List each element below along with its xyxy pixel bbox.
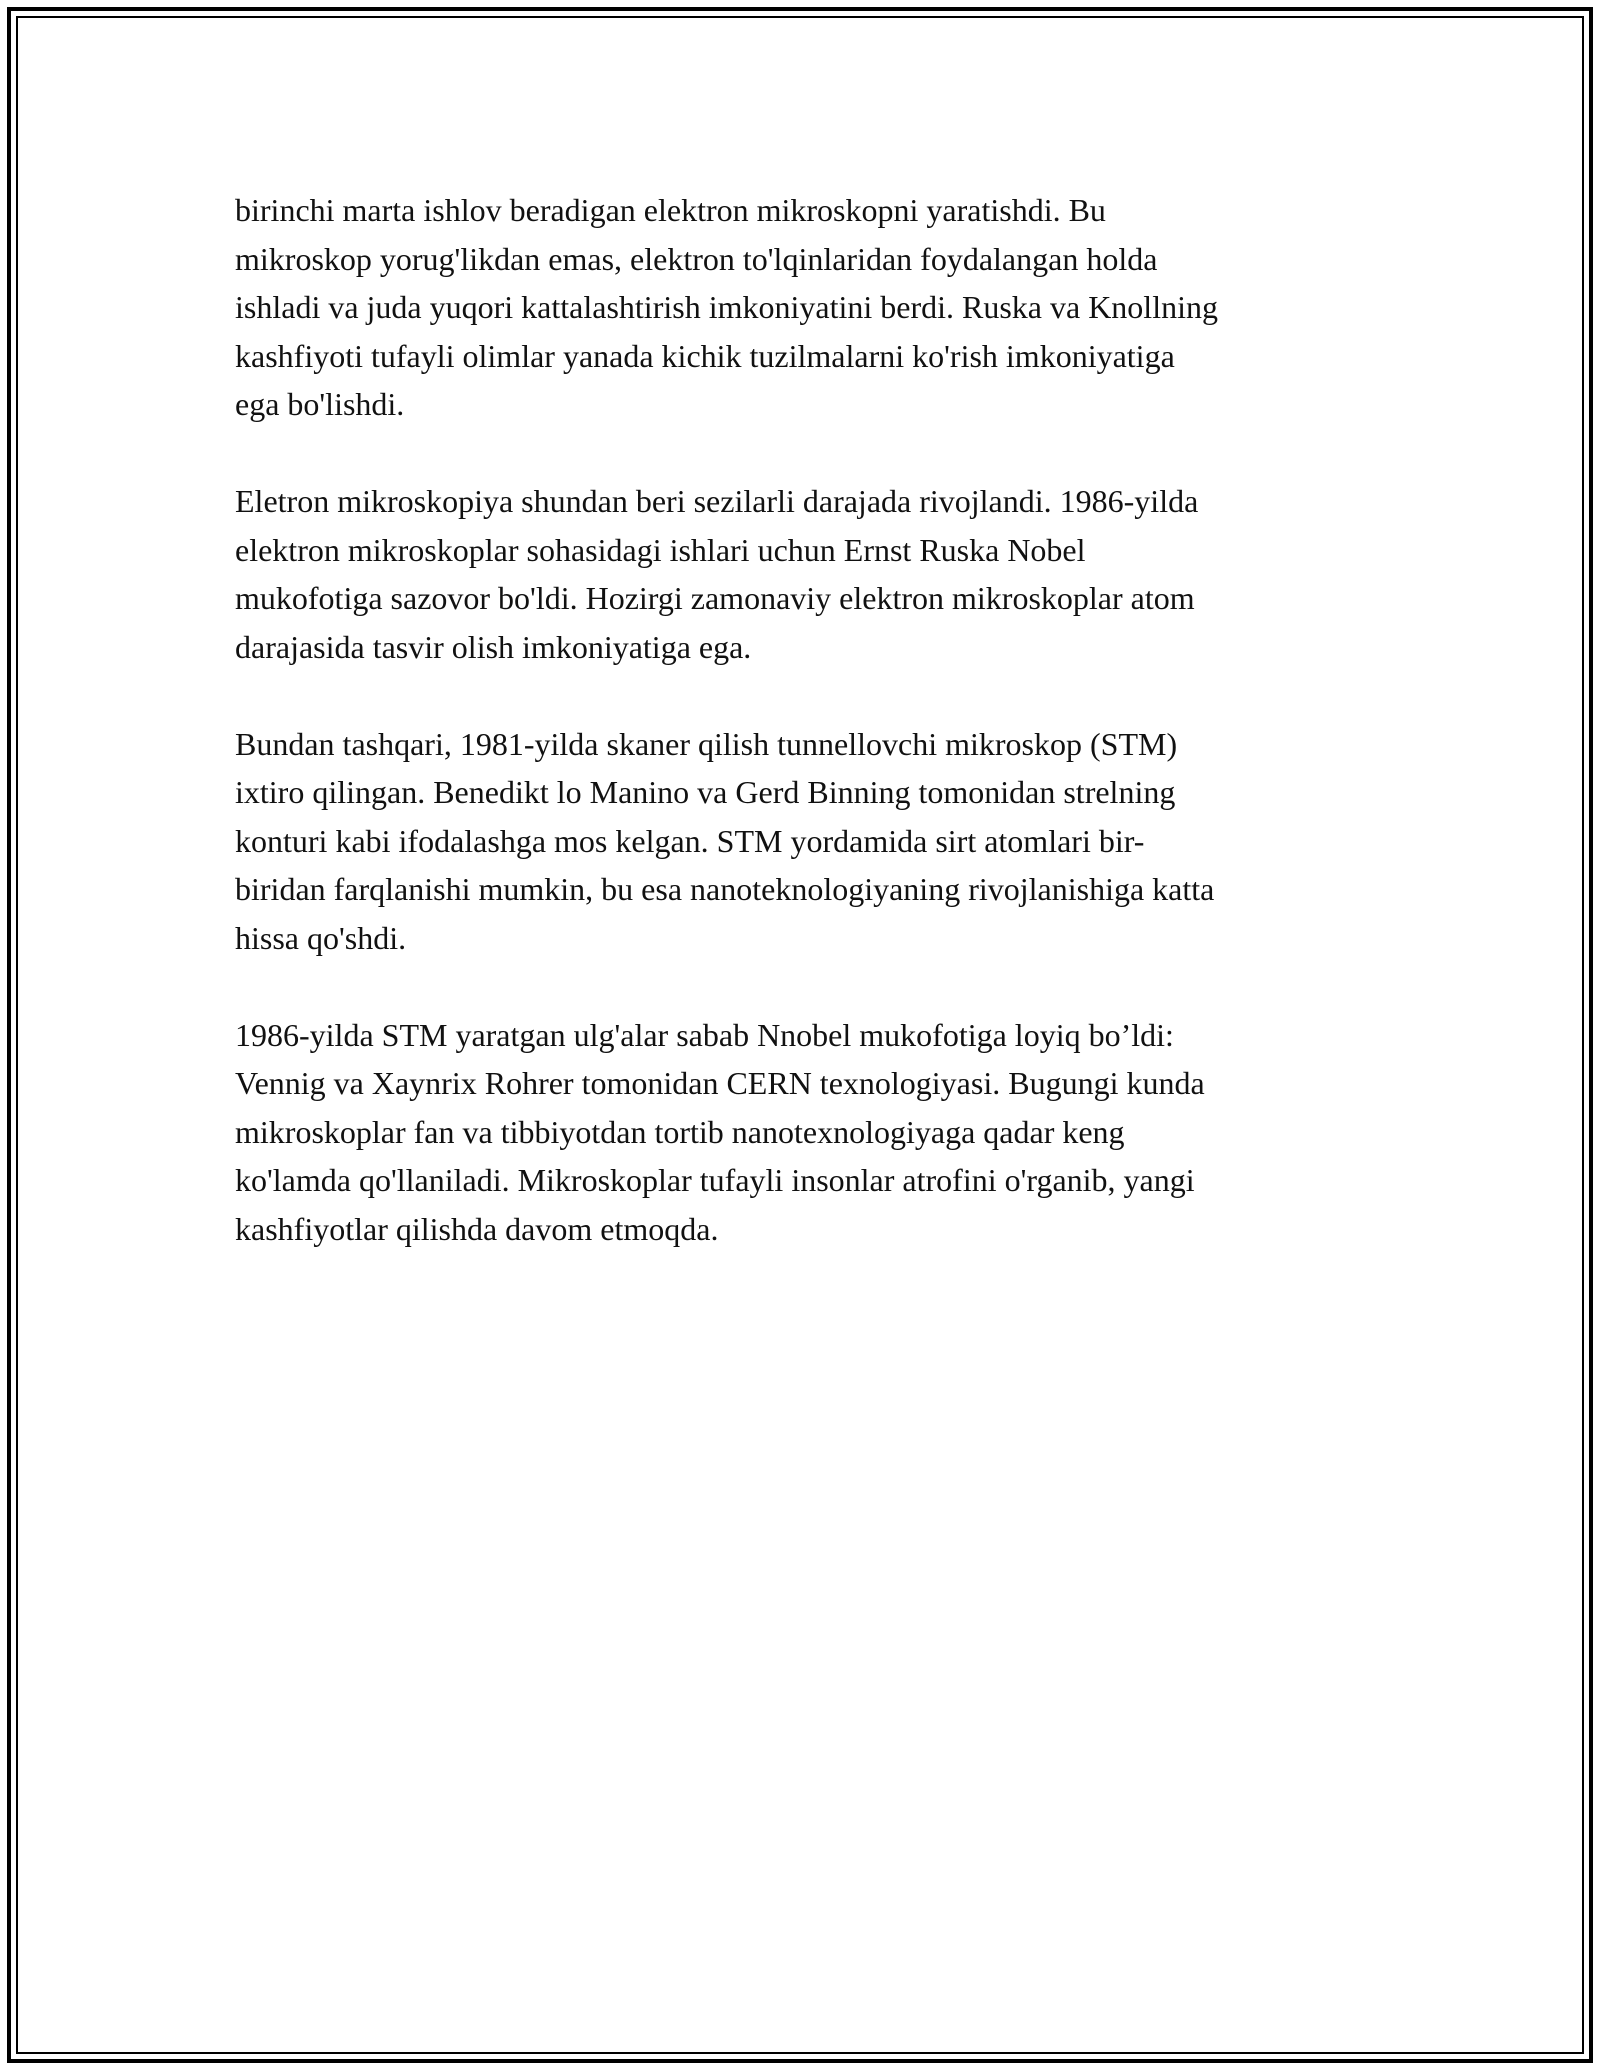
paragraph-4: 1986-yilda STM yaratgan ulg'alar sabab Nnobel mukofotiga loyiq bo’ldi: Vennig va Xaynrix Rohrer tomonidan CERN texnologiyasi. Bugungi kunda mikroskoplar fan va tibbiyotdan tortib nanotexnologiyaga qadar keng ko'lamda qo'llaniladi. Mikroskoplar tufayli insonlar atrofini o'rganib, yangi kashfiyotlar qilishda davom etmoqda. bbox=[235, 1016, 1205, 1247]
paragraph-2: Eletron mikroskopiya shundan beri sezilarli darajada rivojlandi. 1986-yilda elektron mikroskoplar sohasidagi ishlari uchun Ernst Ruska Nobel mukofotiga sazovor bo'ldi. Hozirgi zamonaviy elektron mikroskoplar atom darajasida tasvir olish imkoniyatiga ega. bbox=[235, 483, 1199, 665]
document-body bbox=[235, 186, 1375, 1302]
paragraph-1: birinchi marta ishlov beradigan elektron mikroskopni yaratishdi. Bu mikroskop yorug'likdan emas, elektron to'lqinlaridan foydalangan holda ishladi va juda yuqori kattalashtirish imkoniyatini berdi. Ruska va Knollning kashfiyoti tufayli olimlar yanada kichik tuzilmalarni ko'rish imkoniyatiga ega bo'lishdi. bbox=[235, 192, 1218, 422]
paragraph-3: Bundan tashqari, 1981-yilda skaner qilish tunnellovchi mikroskop (STM) ixtiro qilingan. Benedikt lo Manino va Gerd Binning tomonidan strelning konturi kabi ifodalashga mos kelgan. STM yordamida sirt atomlari bir- biridan farqlanishi mumkin, bu esa nanoteknologiyaning rivojlanishiga katta hissa qo'shdi. bbox=[235, 725, 1215, 956]
